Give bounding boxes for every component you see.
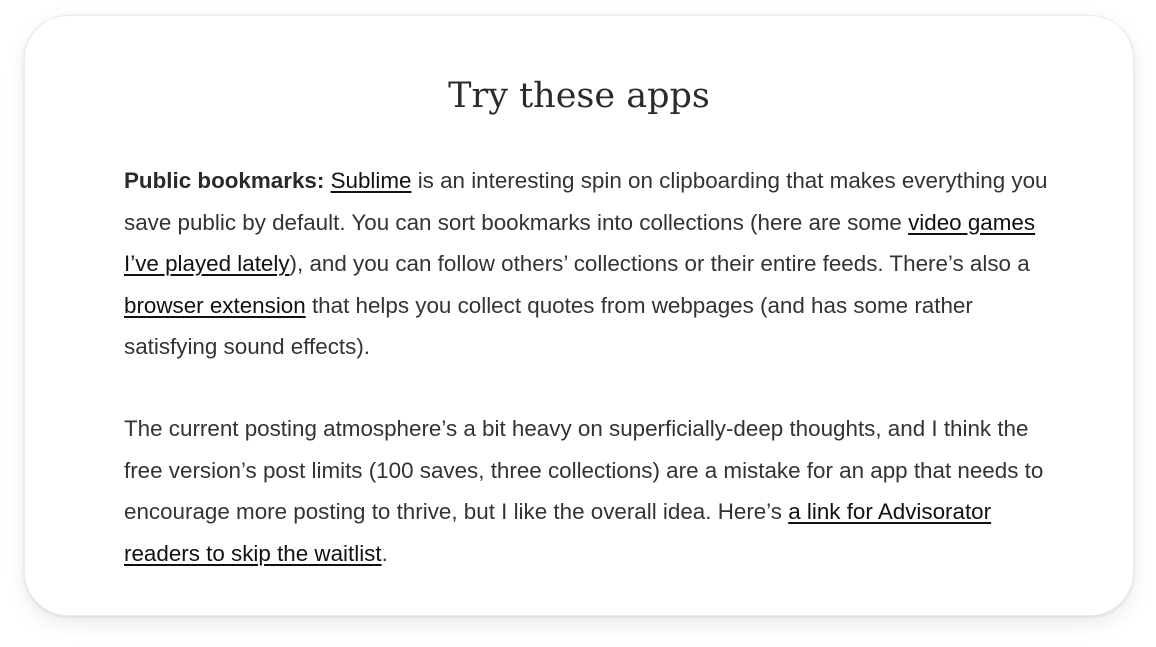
video-games-link[interactable]: video games I’ve played lately xyxy=(124,209,1036,277)
skip-waitlist-link[interactable]: a link for Advisorator readers to skip the waitlist xyxy=(124,499,992,566)
paragraph-opinion xyxy=(124,408,1054,574)
paragraph-text: ), and you can follow others’ collections or their entire feeds. There’s also a xyxy=(289,251,1030,277)
app-recommendation-card xyxy=(24,15,1134,616)
lead-label: Public bookmarks: xyxy=(124,168,325,193)
paragraph-text: that helps you collect quotes from webpages (and has some rather satisfying sound effects). xyxy=(124,292,973,360)
section-title: Try these apps xyxy=(448,76,710,116)
browser-extension-link[interactable]: browser extension xyxy=(124,292,306,318)
paragraph-public-bookmarks xyxy=(124,160,1054,368)
paragraph-text: The current posting atmosphere’s a bit heavy on superficially-deep thoughts, and I think the free version’s post limits (100 saves, three collections) are a mistake for an app that needs to encourage more posting to thrive, but I like the overall idea. Here’s xyxy=(124,415,1044,525)
sublime-link[interactable]: Sublime xyxy=(330,168,412,193)
paragraph-text: is an interesting spin on clipboarding that makes everything you save public by default. You can sort bookmarks into collections (here are some xyxy=(124,168,1048,235)
card-body xyxy=(124,160,1054,614)
paragraph-text: . xyxy=(381,540,388,566)
